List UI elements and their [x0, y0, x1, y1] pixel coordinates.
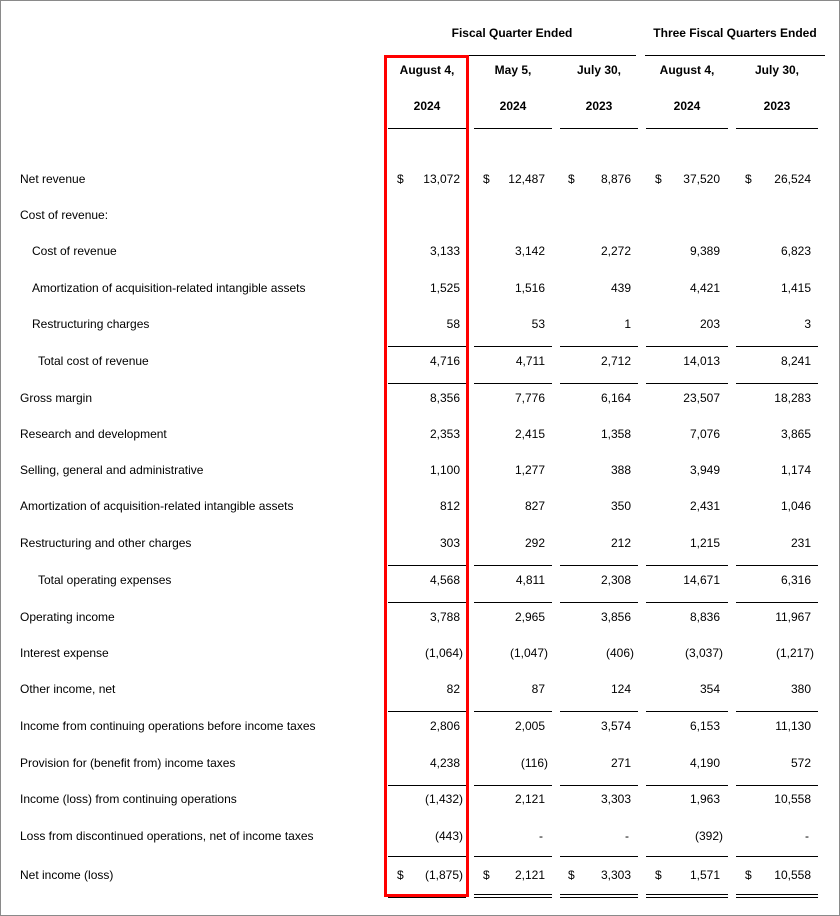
table-cell: 572 — [790, 756, 811, 770]
subtotal-rule — [560, 856, 638, 857]
net-income-double-underline-3a — [560, 894, 638, 895]
table-cell: 3,303 — [600, 868, 631, 882]
table-cell: 23,507 — [683, 391, 720, 405]
table-cell: 10,558 — [774, 792, 811, 806]
subtotal-rule — [736, 856, 818, 857]
row-label-gross-margin: Gross margin — [20, 391, 93, 405]
table-cell: 1,525 — [429, 281, 460, 295]
subtotal-rule — [560, 383, 638, 384]
table-cell: 3,142 — [514, 244, 545, 258]
table-cell: 4,568 — [429, 573, 460, 587]
table-cell: 8,876 — [600, 172, 631, 186]
table-cell: 1,415 — [780, 281, 811, 295]
row-label-restructuring-other: Restructuring and other charges — [20, 536, 192, 550]
table-cell: 2,353 — [429, 427, 460, 441]
row-label-provision-taxes: Provision for (benefit from) income taxes — [20, 756, 236, 770]
table-cell: 1 — [624, 317, 631, 331]
table-cell: (1,064) — [424, 646, 463, 660]
table-cell: 26,524 — [774, 172, 811, 186]
table-cell: 4,238 — [429, 756, 460, 770]
row-label-net-revenue: Net revenue — [20, 172, 86, 186]
table-cell: 2,415 — [514, 427, 545, 441]
table-cell: 6,316 — [780, 573, 811, 587]
col-header-4-underline — [646, 128, 728, 129]
subtotal-rule — [474, 602, 552, 603]
table-cell: 1,046 — [780, 499, 811, 513]
table-cell: 2,272 — [600, 244, 631, 258]
table-cell: 1,100 — [429, 463, 460, 477]
subtotal-rule — [474, 856, 552, 857]
table-cell: (1,047) — [509, 646, 548, 660]
table-cell: 6,153 — [689, 719, 720, 733]
subtotal-rule — [646, 565, 728, 566]
col-header-1-line2: 2024 — [413, 99, 441, 113]
subtotal-rule — [736, 785, 818, 786]
table-cell: 1,277 — [514, 463, 545, 477]
table-cell: 11,967 — [775, 610, 811, 624]
table-cell: 3,949 — [689, 463, 720, 477]
col-header-5-line1: July 30, — [754, 63, 800, 77]
currency-symbol: $ — [745, 868, 752, 882]
row-label-income-before-taxes: Income from continuing operations before income taxes — [20, 719, 316, 733]
table-cell: 37,520 — [683, 172, 720, 186]
row-label-operating-income: Operating income — [20, 610, 115, 624]
currency-symbol: $ — [655, 868, 662, 882]
table-cell: 292 — [524, 536, 545, 550]
column-highlight-box — [384, 55, 469, 897]
row-label-other-income: Other income, net — [20, 682, 116, 696]
table-cell: 58 — [446, 317, 460, 331]
subtotal-rule — [646, 602, 728, 603]
table-cell: 8,356 — [429, 391, 460, 405]
subtotal-rule — [646, 346, 728, 347]
table-cell: 9,389 — [689, 244, 720, 258]
col-header-4-line2: 2024 — [673, 99, 701, 113]
row-label-interest-expense: Interest expense — [20, 646, 109, 660]
table-cell: 1,174 — [780, 463, 811, 477]
table-cell: 1,963 — [689, 792, 720, 806]
subtotal-rule — [736, 711, 818, 712]
table-cell: 124 — [610, 682, 631, 696]
header-group-quarter: Fiscal Quarter Ended — [451, 26, 573, 40]
table-cell: 380 — [790, 682, 811, 696]
table-cell: 12,487 — [508, 172, 545, 186]
net-income-double-underline-5b — [736, 897, 818, 898]
table-cell: (406) — [605, 646, 634, 660]
currency-symbol: $ — [397, 172, 404, 186]
table-cell: 53 — [531, 317, 545, 331]
col-header-5-underline — [736, 128, 818, 129]
table-cell: 11,130 — [775, 719, 811, 733]
currency-symbol: $ — [568, 868, 575, 882]
net-income-double-underline-4b — [646, 897, 728, 898]
table-cell: 3 — [804, 317, 811, 331]
table-cell: 4,811 — [515, 573, 545, 587]
table-cell: 4,716 — [429, 354, 460, 368]
table-cell: 2,005 — [514, 719, 545, 733]
table-cell: - — [805, 829, 809, 843]
currency-symbol: $ — [745, 172, 752, 186]
row-label-cost-of-revenue-heading: Cost of revenue: — [20, 208, 109, 222]
table-cell: 13,072 — [423, 172, 460, 186]
table-cell: 2,806 — [429, 719, 460, 733]
subtotal-rule — [736, 346, 818, 347]
table-cell: 87 — [531, 682, 545, 696]
table-cell: 10,558 — [774, 868, 811, 882]
table-cell: 3,788 — [429, 610, 460, 624]
col-header-3-line2: 2023 — [585, 99, 613, 113]
subtotal-rule — [474, 711, 552, 712]
subtotal-rule — [736, 383, 818, 384]
col-header-2-line1: May 5, — [494, 63, 532, 77]
table-cell: (392) — [694, 829, 723, 843]
table-cell: 3,133 — [429, 244, 460, 258]
table-cell: 439 — [610, 281, 631, 295]
net-income-double-underline-5a — [736, 894, 818, 895]
table-cell: 18,283 — [774, 391, 811, 405]
subtotal-rule — [560, 346, 638, 347]
currency-symbol: $ — [397, 868, 404, 882]
table-cell: 4,711 — [515, 354, 545, 368]
header-group-three-quarters: Three Fiscal Quarters Ended — [653, 26, 817, 40]
subtotal-rule — [560, 602, 638, 603]
currency-symbol: $ — [483, 868, 490, 882]
table-cell: 388 — [610, 463, 631, 477]
table-cell: 354 — [699, 682, 720, 696]
table-cell: (3,037) — [684, 646, 723, 660]
table-cell: 8,241 — [780, 354, 811, 368]
subtotal-rule — [736, 602, 818, 603]
table-cell: 1,215 — [689, 536, 720, 550]
table-cell: 3,303 — [600, 792, 631, 806]
col-header-2-line2: 2024 — [499, 99, 527, 113]
table-cell: (1,875) — [424, 868, 463, 882]
row-label-restructuring-charges: Restructuring charges — [32, 317, 150, 331]
table-cell: 271 — [610, 756, 631, 770]
table-cell: 7,076 — [689, 427, 720, 441]
table-cell: 1,358 — [600, 427, 631, 441]
subtotal-rule — [646, 383, 728, 384]
subtotal-rule — [646, 711, 728, 712]
currency-symbol: $ — [655, 172, 662, 186]
table-cell: 2,121 — [514, 792, 545, 806]
table-cell: 14,671 — [683, 573, 720, 587]
subtotal-rule — [474, 346, 552, 347]
table-cell: 7,776 — [514, 391, 545, 405]
table-cell: 4,421 — [689, 281, 720, 295]
table-cell: (116) — [520, 756, 548, 770]
row-label-total-operating-expenses: Total operating expenses — [38, 573, 172, 587]
col-header-4-line1: August 4, — [659, 63, 715, 77]
table-cell: 1,571 — [689, 868, 720, 882]
net-income-double-underline-4a — [646, 894, 728, 895]
table-cell: 303 — [439, 536, 460, 550]
subtotal-rule — [474, 383, 552, 384]
currency-symbol: $ — [568, 172, 575, 186]
net-income-double-underline-1b — [388, 897, 466, 898]
col-header-3-underline — [560, 128, 638, 129]
row-label-amortization-cor: Amortization of acquisition-related intangible assets — [32, 281, 306, 295]
table-cell: 3,865 — [780, 427, 811, 441]
col-header-1-line1: August 4, — [399, 63, 455, 77]
table-cell: - — [539, 829, 543, 843]
col-header-2-underline — [474, 128, 552, 129]
subtotal-rule — [646, 856, 728, 857]
table-cell: 3,574 — [600, 719, 631, 733]
row-label-amortization-opex: Amortization of acquisition-related intangible assets — [20, 499, 294, 513]
row-label-research-development: Research and development — [20, 427, 167, 441]
row-label-loss-discontinued: Loss from discontinued operations, net of income taxes — [20, 829, 314, 843]
header-group-three-underline — [645, 55, 825, 56]
table-cell: 812 — [439, 499, 460, 513]
row-label-sga: Selling, general and administrative — [20, 463, 204, 477]
subtotal-rule — [474, 565, 552, 566]
table-cell: 3,856 — [600, 610, 631, 624]
row-label-total-cost-of-revenue: Total cost of revenue — [38, 354, 149, 368]
table-cell: 212 — [610, 536, 631, 550]
net-income-double-underline-2a — [474, 894, 552, 895]
table-cell: 2,308 — [600, 573, 631, 587]
subtotal-rule — [474, 785, 552, 786]
subtotal-rule — [646, 785, 728, 786]
table-cell: 4,190 — [689, 756, 720, 770]
table-cell: - — [625, 829, 629, 843]
col-header-5-line2: 2023 — [763, 99, 791, 113]
currency-symbol: $ — [483, 172, 490, 186]
table-cell: 6,164 — [600, 391, 631, 405]
table-cell: 203 — [699, 317, 720, 331]
table-cell: 8,836 — [689, 610, 720, 624]
table-cell: 350 — [610, 499, 631, 513]
subtotal-rule — [736, 565, 818, 566]
table-cell: 14,013 — [683, 354, 720, 368]
table-cell: 2,712 — [600, 354, 631, 368]
table-cell: 2,121 — [514, 868, 545, 882]
subtotal-rule — [560, 565, 638, 566]
table-cell: 1,516 — [514, 281, 545, 295]
row-label-cost-of-revenue: Cost of revenue — [32, 244, 117, 258]
table-cell: (1,217) — [775, 646, 814, 660]
table-cell: 2,431 — [689, 499, 720, 513]
table-cell: 2,965 — [514, 610, 545, 624]
table-cell: (443) — [434, 829, 463, 843]
table-cell: (1,432) — [424, 792, 463, 806]
net-income-double-underline-3b — [560, 897, 638, 898]
subtotal-rule — [560, 711, 638, 712]
row-label-net-income: Net income (loss) — [20, 868, 114, 882]
row-label-income-continuing: Income (loss) from continuing operations — [20, 792, 237, 806]
table-cell: 6,823 — [780, 244, 811, 258]
table-cell: 82 — [446, 682, 460, 696]
col-header-3-line1: July 30, — [576, 63, 622, 77]
net-income-double-underline-2b — [474, 897, 552, 898]
subtotal-rule — [560, 785, 638, 786]
table-cell: 231 — [790, 536, 811, 550]
table-cell: 827 — [524, 499, 545, 513]
